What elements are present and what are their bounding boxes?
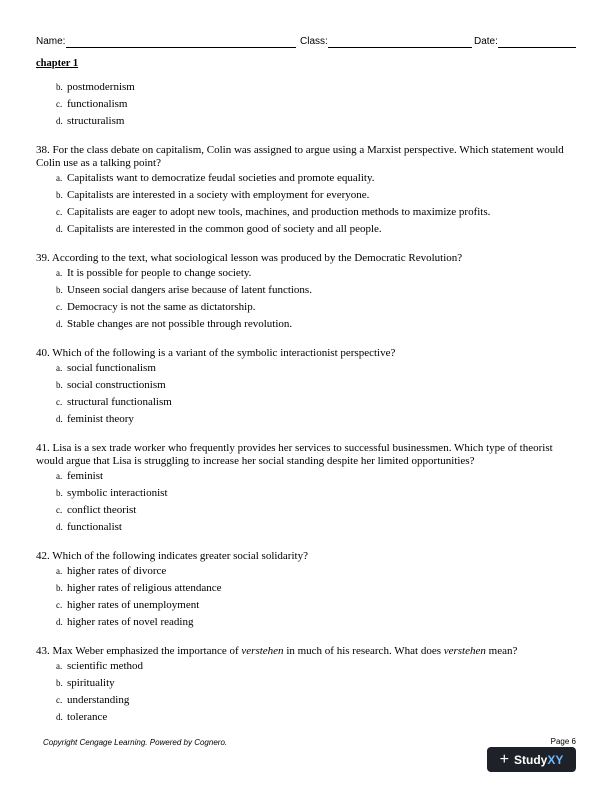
answer-option [36, 360, 576, 377]
answer-option [36, 411, 576, 428]
copyright-notice: Copyright Cengage Learning. Powered by Cognero. [43, 738, 228, 747]
class-label: Class: [300, 36, 328, 47]
plus-icon: + [499, 750, 509, 768]
option-letter: b. [56, 380, 63, 390]
name-field-line[interactable] [66, 47, 296, 48]
stem-text: mean? [485, 645, 518, 657]
option-text: higher rates of divorce [67, 565, 167, 577]
option-letter: a. [56, 661, 63, 671]
answer-option [36, 79, 576, 96]
stem-term: verstehen [443, 645, 486, 657]
option-letter: c. [56, 99, 63, 109]
option-text: Capitalists want to democratize feudal societies and promote equality. [67, 172, 375, 184]
option-text: structural functionalism [67, 396, 172, 408]
answer-option [36, 614, 576, 631]
option-letter: d. [56, 319, 63, 329]
option-text: understanding [67, 694, 130, 706]
option-letter: b. [56, 488, 63, 498]
date-field-line[interactable] [498, 47, 576, 48]
question-stem [36, 645, 576, 658]
option-letter: b. [56, 583, 63, 593]
option-text: Capitalists are eager to adopt new tools, machines, and production methods to maximize profits. [67, 206, 491, 218]
worksheet-header [36, 36, 576, 50]
answer-option [36, 96, 576, 113]
question-37-continued [36, 79, 576, 130]
option-text: higher rates of religious attendance [67, 582, 222, 594]
option-letter: c. [56, 397, 63, 407]
option-text: functionalism [67, 98, 128, 110]
answer-option [36, 597, 576, 614]
answer-option [36, 377, 576, 394]
question-stem: 39. According to the text, what sociological lesson was produced by the Democratic Revolution? [36, 252, 463, 264]
question-39 [36, 252, 576, 333]
answer-option [36, 502, 576, 519]
answer-option [36, 204, 576, 221]
answer-option [36, 563, 576, 580]
option-letter: c. [56, 695, 63, 705]
option-text: symbolic interactionist [67, 487, 168, 499]
question-41 [36, 442, 576, 536]
question-38 [36, 144, 576, 238]
option-letter: a. [56, 566, 63, 576]
option-text: higher rates of novel reading [67, 616, 194, 628]
question-43 [36, 645, 576, 726]
option-letter: d. [56, 224, 63, 234]
answer-option [36, 113, 576, 130]
question-stem: 41. Lisa is a sex trade worker who frequently provides her services to successful businessmen. Which type of theorist would argue that Lisa is struggling to increase her social standing despite her limited opportunities? [36, 442, 553, 467]
answer-option [36, 282, 576, 299]
answer-option [36, 265, 576, 282]
date-label: Date: [474, 36, 498, 47]
option-letter: a. [56, 363, 63, 373]
option-text: postmodernism [67, 81, 135, 93]
question-42 [36, 550, 576, 631]
answer-option [36, 221, 576, 238]
question-list [36, 79, 576, 740]
option-text: higher rates of unemployment [67, 599, 200, 611]
option-letter: b. [56, 190, 63, 200]
option-text: Democracy is not the same as dictatorship. [67, 301, 256, 313]
option-text: feminist theory [67, 413, 134, 425]
stem-text: in much of his research. What does [283, 645, 444, 657]
option-letter: d. [56, 414, 63, 424]
option-text: social constructionism [67, 379, 166, 391]
option-text: spirituality [67, 677, 115, 689]
brand-xy: XY [547, 752, 564, 767]
option-text: Stable changes are not possible through revolution. [67, 318, 293, 330]
answer-option [36, 316, 576, 333]
option-text: Capitalists are interested in the common good of society and all people. [67, 223, 382, 235]
option-letter: b. [56, 678, 63, 688]
option-text: social functionalism [67, 362, 156, 374]
question-stem: 40. Which of the following is a variant of the symbolic interactionist perspective? [36, 347, 396, 359]
option-letter: c. [56, 207, 63, 217]
answer-option [36, 299, 576, 316]
answer-option [36, 709, 576, 726]
option-letter: a. [56, 268, 63, 278]
question-40 [36, 347, 576, 428]
brand-name [514, 753, 563, 767]
question-stem: 42. Which of the following indicates greater social solidarity? [36, 550, 308, 562]
option-letter: a. [56, 173, 63, 183]
answer-option [36, 658, 576, 675]
option-letter: b. [56, 82, 63, 92]
question-stem: 38. For the class debate on capitalism, Colin was assigned to argue using a Marxist perspective. Which statement would Colin use as a talking point? [36, 144, 564, 169]
answer-option [36, 519, 576, 536]
option-letter: d. [56, 522, 63, 532]
option-letter: d. [56, 712, 63, 722]
answer-option [36, 692, 576, 709]
option-text: conflict theorist [67, 504, 137, 516]
answer-option [36, 468, 576, 485]
option-text: Capitalists are interested in a society with employment for everyone. [67, 189, 370, 201]
option-letter: c. [56, 600, 63, 610]
answer-option [36, 675, 576, 692]
option-text: Unseen social dangers arise because of latent functions. [67, 284, 312, 296]
option-letter: d. [56, 617, 63, 627]
page-number: Page 6 [550, 737, 576, 746]
answer-option [36, 580, 576, 597]
option-text: structuralism [67, 115, 125, 127]
studyxy-badge[interactable] [487, 747, 576, 772]
option-text: functionalist [67, 521, 122, 533]
option-text: scientific method [67, 660, 144, 672]
brand-study: Study [513, 752, 548, 767]
option-letter: c. [56, 302, 63, 312]
option-letter: b. [56, 285, 63, 295]
class-field-line[interactable] [328, 47, 472, 48]
answer-option [36, 170, 576, 187]
answer-option [36, 187, 576, 204]
option-letter: c. [56, 505, 63, 515]
option-text: feminist [67, 470, 104, 482]
name-label: Name: [36, 36, 66, 47]
option-text: tolerance [67, 711, 108, 723]
stem-term: verstehen [241, 645, 284, 657]
stem-text: 43. Max Weber emphasized the importance of [36, 645, 242, 657]
option-letter: d. [56, 116, 63, 126]
option-text: It is possible for people to change society. [67, 267, 252, 279]
answer-option [36, 394, 576, 411]
option-letter: a. [56, 471, 63, 481]
answer-option [36, 485, 576, 502]
chapter-heading: chapter 1 [36, 58, 79, 69]
